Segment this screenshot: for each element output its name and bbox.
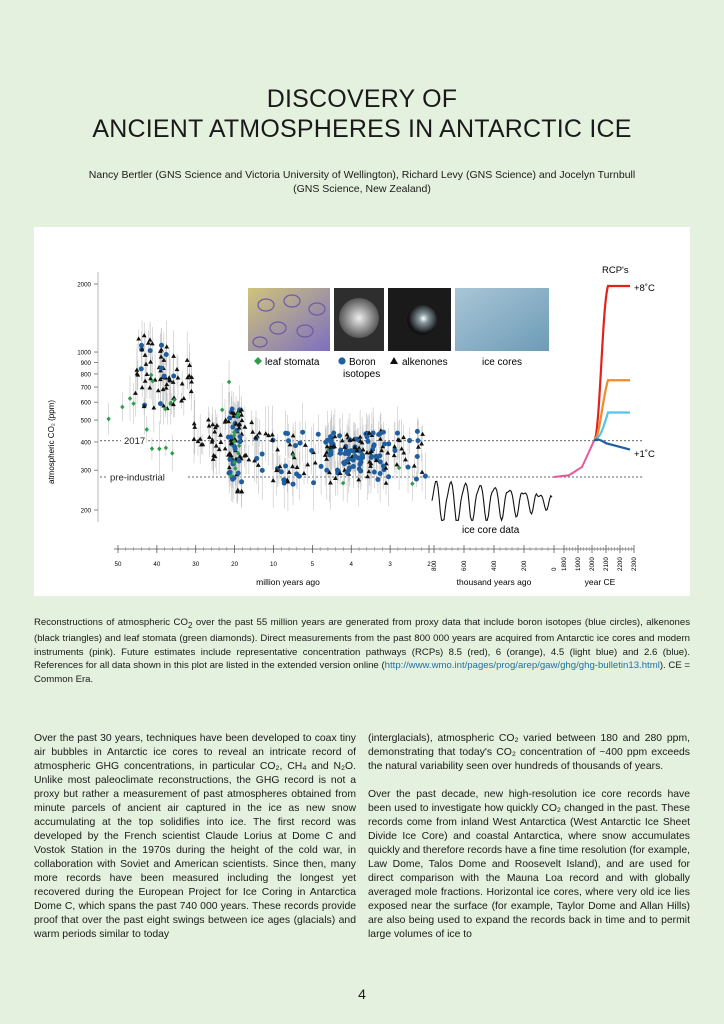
alkenone-marker <box>176 375 181 379</box>
alkenone-marker <box>305 462 310 466</box>
alkenone-marker <box>270 432 275 436</box>
legend-circle-icon <box>338 357 345 364</box>
stomata-marker <box>150 446 154 451</box>
x-tick-label: 1800 <box>561 557 568 571</box>
x-tick-label: 2200 <box>617 557 624 571</box>
alkenone-marker <box>333 476 338 480</box>
body-paragraph-1: Over the past 30 years, techniques have been developed to coax tiny air bubbles in Antarctic ice cores to reveal an intricate record of atmospheric GHG concentrations, in particular CO₂, CH₄ and N₂O. Unlike most paleoclimate reconstructions, the GHG record is not a proxy but rather a measurement of past atmospheres obtained from minute parcels of ancient air captured in the ice as new snow accumulating at the top solidifies into ice. The first record was developed by the French scientist Claude Lorius at Dome C and Vostok Station in the 1970s during the height of the cold war, in collaboration with Soviet and American scientists. Since then, many more records have been measured including the longest yet recovered during the European Project for Ice Coring in Antarctica Dome C, which spans the past 740 000 years. These records provide proof that over the past eight swings between ice ages (glacials) and warm periods similar to today <box>34 733 356 940</box>
plus-1c-label: +1˚C <box>634 449 655 460</box>
alkenone-marker <box>206 417 211 421</box>
alkenone-marker <box>192 437 197 441</box>
boron-marker <box>148 348 153 353</box>
alkenone-marker <box>365 474 370 478</box>
coccolith-shape <box>407 305 437 335</box>
boron-marker <box>357 466 362 471</box>
alkenone-marker <box>134 368 139 372</box>
boron-marker <box>236 471 241 476</box>
caption-text-c: ). CE = Common Era. <box>34 660 691 685</box>
page-number: 4 <box>358 986 366 1002</box>
alkenone-marker <box>136 336 141 340</box>
alkenone-marker <box>303 443 308 447</box>
x-tick-label: 400 <box>491 560 498 571</box>
boron-marker <box>260 452 265 457</box>
alkenone-marker <box>356 477 361 481</box>
alkenone-marker <box>147 385 152 389</box>
boron-marker <box>324 468 329 473</box>
alkenone-marker <box>175 367 180 371</box>
alkenone-marker <box>159 347 164 351</box>
boron-marker <box>162 374 167 379</box>
boron-marker <box>327 452 332 457</box>
boron-marker <box>159 366 164 371</box>
co2-figure <box>34 227 690 596</box>
x-tick-label: 5 <box>310 561 315 568</box>
co2-chart <box>34 227 690 596</box>
boron-marker <box>300 430 305 435</box>
title-line-2: ANCIENT ATMOSPHERES IN ANTARCTIC ICE <box>92 115 632 143</box>
boron-marker <box>237 459 242 464</box>
x-tick-label: 200 <box>521 560 528 571</box>
boron-marker <box>286 438 291 443</box>
ice-core-series <box>432 481 552 520</box>
alkenone-marker <box>392 444 397 448</box>
boron-marker <box>238 434 243 439</box>
x-tick-label: 3 <box>388 561 392 568</box>
boron-marker <box>233 447 238 452</box>
boron-marker <box>342 461 347 466</box>
title-line-1: DISCOVERY OF <box>266 85 458 113</box>
boron-marker <box>254 456 259 461</box>
alkenone-marker <box>249 420 254 424</box>
alkenone-marker <box>420 432 425 436</box>
authors: Nancy Bertler (GNS Science and Victoria University of Wellington), Richard Levy (GNS Science) and Jocelyn Turnbull (GNS Science, New Zealand) <box>88 169 636 195</box>
boron-marker <box>406 465 411 470</box>
boron-marker <box>158 401 163 406</box>
boron-marker <box>372 470 377 475</box>
alkenone-marker <box>246 457 251 461</box>
boron-marker <box>346 468 351 473</box>
boron-marker <box>335 468 340 473</box>
boron-marker <box>297 441 302 446</box>
boron-marker <box>357 462 362 467</box>
boron-marker <box>416 438 421 443</box>
alkenone-marker <box>164 382 169 386</box>
body-column-left <box>34 732 356 956</box>
x-tick-label: 600 <box>461 560 468 571</box>
boron-marker <box>360 453 365 458</box>
caption-text-a: Reconstructions of atmospheric CO <box>34 617 188 628</box>
x-tick-label: 2300 <box>631 557 638 571</box>
alkenone-marker <box>156 388 161 392</box>
alkenone-marker <box>144 362 149 366</box>
caption-sub: 2 <box>187 620 193 630</box>
page-title <box>0 84 724 144</box>
leaf-stomata-photo <box>248 288 330 351</box>
alkenone-marker <box>250 430 255 434</box>
stomata-marker <box>145 427 149 432</box>
boron-marker <box>414 477 419 482</box>
boron-marker <box>371 444 376 449</box>
alkenone-marker <box>189 389 194 393</box>
rcp-series <box>554 286 630 477</box>
x-tick-label: 4 <box>349 561 353 568</box>
boron-marker <box>311 480 316 485</box>
boron-marker <box>415 454 420 459</box>
boron-marker <box>139 366 144 371</box>
boron-marker <box>369 454 374 459</box>
stomata-marker <box>410 481 414 486</box>
boron-marker <box>319 464 324 469</box>
alkenone-marker <box>223 446 228 450</box>
boron-marker <box>395 431 400 436</box>
boron-marker <box>281 477 286 482</box>
stomata-marker <box>106 417 110 422</box>
y-tick-label: 1000 <box>77 349 91 357</box>
x-tick-label: 2100 <box>603 557 610 571</box>
legend-triangle-icon <box>390 357 398 364</box>
boron-marker <box>386 474 391 479</box>
boron-marker <box>374 454 379 459</box>
boron-marker <box>171 373 176 378</box>
x-tick-label: 1900 <box>575 557 582 571</box>
legend-ice-cores: ice cores <box>482 357 523 368</box>
alkenone-marker <box>412 463 417 467</box>
alkenone-marker <box>140 385 145 389</box>
alkenone-marker <box>151 405 156 409</box>
y-tick-label: 2000 <box>77 281 91 289</box>
body-paragraph-3: Over the past decade, new high-resolution ice core records have been used to investigate how quickly CO₂ changed in the past. These records come from inland West Antarctica (West Antarctic Ice Sheet Divide Ice Core) and coastal Antarctica, where snow accumulates quickly and therefore records have a fine time resolution (for example, Law Dome, Talos Dome and Roosevelt Island), and are used for direct comparison with the Mauna Loa record and with globally averaged mole fractions. Horizontal ice cores, where very old ice lies exposed near the surface (for example, Taylor Dome and Allan Hills) are also being used to expand the records back in time and to permit large volumes of ice to <box>368 789 690 940</box>
boron-marker <box>351 458 356 463</box>
ice-core-line <box>432 481 552 520</box>
body-column-right <box>368 732 690 956</box>
stomata-marker <box>220 407 224 412</box>
stomata-marker <box>227 380 231 385</box>
foraminifera-shape <box>339 298 379 338</box>
caption-link[interactable]: http://www.wmo.int/pages/prog/arep/gaw/ghg/ghg-bulletin13.html <box>384 660 660 672</box>
rcp-line <box>594 286 630 441</box>
y-tick-label: 200 <box>80 507 91 515</box>
boron-marker <box>364 434 369 439</box>
alkenone-marker <box>207 423 212 427</box>
boron-marker <box>376 432 381 437</box>
boron-marker <box>227 457 232 462</box>
boron-marker <box>260 468 265 473</box>
legend <box>254 357 522 380</box>
x-tick-label: 40 <box>153 561 161 568</box>
y-tick-label: 700 <box>80 384 91 392</box>
alkenone-marker <box>239 489 244 493</box>
y-tick-label: 500 <box>80 417 91 425</box>
x-tick-label: 2 <box>427 561 431 568</box>
alkenone-marker <box>164 344 169 348</box>
legend-leaf-stomata: leaf stomata <box>265 357 320 368</box>
boron-marker <box>337 433 342 438</box>
x-tick-label: 10 <box>270 561 277 568</box>
reference-label: 2017 <box>124 436 146 448</box>
stomata-marker <box>131 401 135 406</box>
y-tick-label: 900 <box>80 359 91 367</box>
alkenone-marker <box>291 433 296 437</box>
boron-marker <box>294 471 299 476</box>
ice-cores-photo <box>455 288 549 351</box>
boron-marker <box>381 464 386 469</box>
x-tick-label: 2000 <box>589 557 596 571</box>
x-tick-label: 20 <box>231 561 239 568</box>
boron-marker <box>378 471 383 476</box>
stomata-marker <box>164 445 168 450</box>
boron-marker <box>291 482 296 487</box>
x-tick-label: 30 <box>192 561 200 568</box>
y-tick-label: 600 <box>80 399 91 407</box>
body-paragraph-2: (interglacials), atmospheric CO₂ varied between 180 and 280 ppm, demonstrating that today's CO₂ concentration of ~400 ppm exceeds the natural variability seen over hundreds of thousands of years. <box>368 733 690 772</box>
legend-diamond-icon <box>254 357 262 365</box>
alkenone-marker <box>392 453 397 457</box>
x-label-year-ce: year CE <box>584 577 616 587</box>
boron-marker <box>366 439 371 444</box>
boron-marker <box>328 434 333 439</box>
figure-caption <box>34 616 690 686</box>
alkenone-marker <box>192 421 197 425</box>
x-label-thousand: thousand years ago <box>456 577 532 587</box>
y-tick-label: 400 <box>80 439 91 447</box>
alkenone-marker <box>271 478 276 482</box>
boron-marker <box>338 451 343 456</box>
reference-label: pre-industrial <box>110 472 165 484</box>
x-tick-label: 800 <box>431 560 438 571</box>
boron-marker <box>371 431 376 436</box>
boron-marker <box>164 352 169 357</box>
boron-marker <box>293 443 298 448</box>
boron-marker <box>285 431 290 436</box>
alkenone-marker <box>257 430 262 434</box>
alkenone-marker <box>420 470 425 474</box>
boron-marker <box>415 429 420 434</box>
y-tick-label: 300 <box>80 467 91 475</box>
x-tick-label: 0 <box>551 567 558 571</box>
alkenone-marker <box>185 358 190 362</box>
boron-marker <box>423 474 428 479</box>
caption-text-b: over the past 55 million years are generated from proxy data that include boron isotopes (blue circles), alkenones (black triangles) and leaf stomata (green diamonds). Direct measurements from the past 800 000 years are acquired from Antarctic ice cores and modern instruments (pink). Future estimates include representative concentration pathways (RCPs) 8.5 (red), 6 (orange), 4.5 (light blue) and 2.6 (blue). References for all data shown in this plot are listed in the extended version online ( <box>34 617 690 672</box>
boron-marker <box>226 435 231 440</box>
boron-marker <box>346 451 351 456</box>
boron-marker <box>375 477 380 482</box>
boron-marker <box>227 416 232 421</box>
stomata-marker <box>128 396 132 401</box>
boron-marker <box>309 448 314 453</box>
alkenone-marker <box>302 471 307 475</box>
alkenone-marker <box>142 333 147 337</box>
boron-marker <box>392 448 397 453</box>
alkenone-marker <box>214 443 219 447</box>
instrument-pink-line <box>554 441 594 477</box>
boron-marker <box>239 479 244 484</box>
boron-marker <box>382 441 387 446</box>
x-tick-label: 50 <box>114 561 122 568</box>
alkenone-marker <box>263 431 268 435</box>
legend-alkenones: alkenones <box>402 357 448 368</box>
rcps-label: RCP's <box>602 265 629 276</box>
alkenone-marker <box>275 447 280 451</box>
y-axis-ticks <box>77 272 98 522</box>
alkenone-marker <box>243 425 248 429</box>
boron-marker <box>159 343 164 348</box>
alkenone-marker <box>324 457 329 461</box>
stomata-marker <box>120 405 124 410</box>
legend-boron: Boron isotopes <box>343 357 381 380</box>
alkenone-marker <box>171 354 176 358</box>
boron-marker <box>237 439 242 444</box>
alkenone-marker <box>384 481 389 485</box>
alkenone-marker <box>187 363 192 367</box>
alkenone-marker <box>328 480 333 484</box>
boron-marker <box>407 438 412 443</box>
boron-marker <box>279 469 284 474</box>
stomata-marker <box>157 446 161 451</box>
stomata-marker <box>170 451 174 456</box>
x-label-million: million years ago <box>256 577 320 587</box>
boron-marker <box>283 464 288 469</box>
ice-core-data-label: ice core data <box>462 525 520 536</box>
plus-8c-label: +8˚C <box>634 283 655 294</box>
boron-marker <box>316 432 321 437</box>
boron-marker <box>351 464 356 469</box>
alkenone-marker <box>207 435 212 439</box>
y-tick-label: 800 <box>80 371 91 379</box>
y-axis-label: atmospheric CO₂ (ppm) <box>47 399 56 485</box>
